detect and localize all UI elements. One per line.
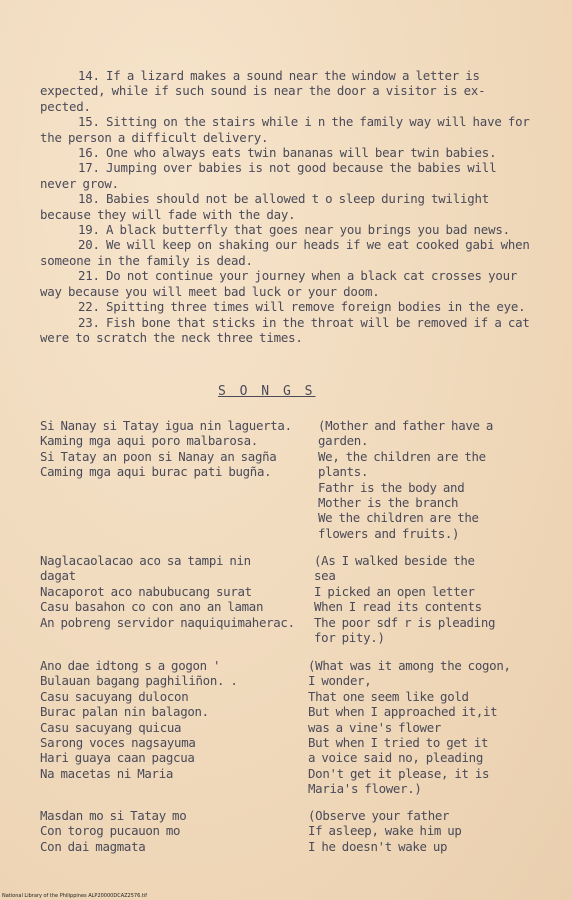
belief-item: 18. Babies should not be allowed t o sleep during twilight because they will fade with the day. [40, 191, 490, 222]
song-line: Casu sacuyang dulocon [40, 688, 189, 704]
song-line: Si Tatay an poon si Nanay an sagña [40, 448, 277, 464]
song-line: Con torog pucauon mo [40, 823, 181, 839]
song-translation [308, 808, 548, 854]
song-line: Nacaporot aco nabubucang surat [40, 583, 252, 599]
translation-line: I wonder, [308, 673, 372, 689]
belief-item: 21. Do not continue your journey when a black cat crosses your way because you will meet bad luck or your doom. [40, 268, 518, 299]
song-translation [318, 418, 558, 541]
song-original [40, 658, 315, 781]
song-line: Casu basahon co con ano an laman [40, 599, 264, 615]
song-original [40, 553, 315, 630]
translation-line: sea [314, 568, 336, 584]
song-original [40, 808, 315, 854]
translation-line: plants. [318, 464, 369, 480]
belief-item: 17. Jumping over babies is not good because the babies will never grow. [40, 160, 497, 191]
song-line: Ano dae idtong s a gogon ' [40, 658, 221, 673]
song-line: Bulauan bagang paghiliñon. . [40, 673, 238, 689]
belief-item: 14. If a lizard makes a sound near the window a letter is expected, while if such sound is near the door a visitor is ex-pected. [40, 68, 486, 114]
translation-line: (Mother and father have a [318, 418, 493, 433]
song-line: Sarong voces nagsayuma [40, 735, 196, 751]
belief-item: 15. Sitting on the stairs while i n the family way will have for the person a difficult delivery. [40, 114, 530, 145]
song-translation [308, 658, 548, 797]
song-line: Si Nanay si Tatay igua nin laguerta. [40, 418, 292, 433]
songs-heading: S O N G S [218, 384, 316, 399]
song-line: An pobreng servidor naquiquimaherac. [40, 614, 295, 630]
song-line: Masdan mo si Tatay mo [40, 808, 187, 823]
song-line: Burac palan nin balagon. [40, 704, 209, 720]
translation-line: I picked an open letter [314, 583, 475, 599]
translation-line: Mother is the branch [318, 495, 459, 511]
song-line: Casu sacuyang quicua [40, 719, 182, 735]
translation-line: I he doesn't wake up [308, 838, 448, 854]
belief-item: 22. Spitting three times will remove foreign bodies in the eye. [78, 299, 526, 315]
song-line: Na macetas ni Maria [40, 765, 174, 781]
translation-line: (As I walked beside the [314, 553, 475, 568]
song-original [40, 418, 315, 480]
belief-item: 19. A black butterfly that goes near you brings you bad news. [78, 222, 510, 238]
translation-line: garden. [318, 433, 369, 449]
song-line: Caming mga aqui burac pati bugña. [40, 464, 272, 480]
translation-line: But when I approached it,it [308, 704, 498, 720]
song-line: dagat [40, 568, 76, 584]
translation-line: The poor sdf r is pleading [314, 614, 496, 630]
translation-line: But when I tried to get it [308, 735, 489, 751]
belief-item: 23. Fish bone that sticks in the throat will be removed if a cat were to scratch the neck three times. [40, 314, 530, 345]
translation-line: That one seem like gold [308, 688, 469, 704]
beliefs-list [40, 68, 530, 345]
belief-item: 20. We will keep on shaking our heads if we eat cooked gabi when someone in the family is dead. [40, 237, 530, 268]
translation-line: Fathr is the body and [318, 479, 465, 495]
translation-line: We, the children are the [318, 448, 486, 464]
song-translation [314, 553, 554, 645]
translation-line: We the children are the [318, 510, 479, 526]
translation-line: flowers and fruits.) [318, 525, 460, 541]
translation-line: was a vine's flower [308, 719, 442, 735]
translation-line: a voice said no, pleading [308, 750, 483, 766]
translation-line: Don't get it please, it is [308, 765, 490, 781]
song-line: Con dai magmata [40, 838, 146, 854]
song-line: Hari guaya caan pagcua [40, 750, 195, 766]
translation-line: (What was it among the cogon, [308, 658, 511, 673]
translation-line: If asleep, wake him up [308, 823, 462, 839]
translation-line: for pity.) [314, 630, 385, 646]
song-line: Naglacaolacao aco sa tampi nin [40, 553, 251, 568]
translation-line: When I read its contents [314, 599, 482, 615]
translation-line: Maria's flower.) [308, 781, 422, 797]
belief-item: 16. One who always eats twin bananas will bear twin babies. [78, 145, 497, 161]
translation-line: (Observe your father [308, 808, 450, 823]
song-line: Kaming mga aqui poro malbarosa. [40, 433, 258, 449]
archive-footer: National Library of the Philippines ALP20000DCAZ2576.tif [2, 893, 147, 899]
